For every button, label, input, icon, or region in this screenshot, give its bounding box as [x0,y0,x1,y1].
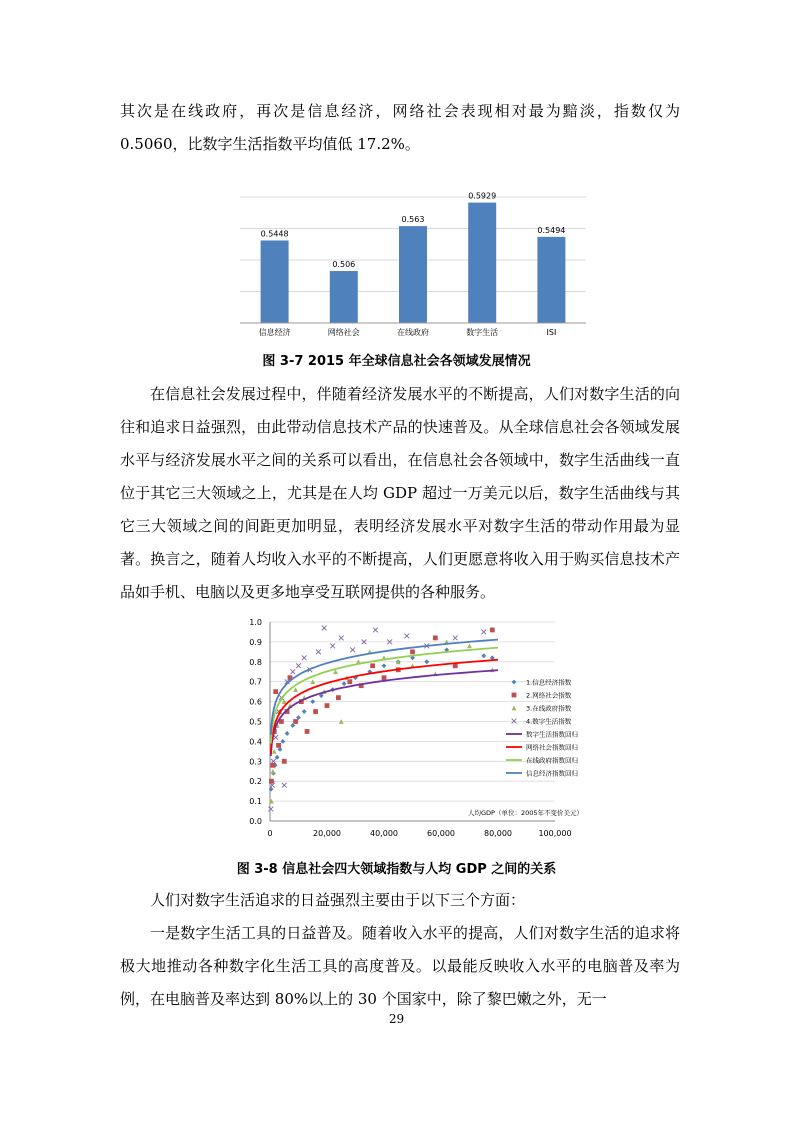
bar-value-label: 0.5929 [468,191,497,201]
legend-entry: 4.数字生活指数 [526,717,572,726]
scatter-point [285,731,290,736]
scatter-point [382,663,387,668]
scatter-x-tick-label: 80,000 [484,829,512,838]
bar-category-label: 信息经济 [258,328,291,337]
scatter-chart [238,612,588,847]
scatter-y-tick-label: 0.0 [249,817,262,826]
scatter-legend [506,678,578,778]
scatter-point [467,643,472,648]
scatter-point [325,703,330,708]
paragraph-reasons-lead: 人们对数字生活追求的日益强烈主要由于以下三个方面： [150,891,526,909]
regression-line [271,660,498,754]
scatter-y-tick-label: 0.9 [249,637,262,647]
bar [537,237,565,323]
scatter-point [302,709,307,714]
scatter-point [269,779,274,784]
scatter-point [269,787,274,792]
scatter-point [302,655,307,660]
figure-caption-3-7: 图 3-7 2015 年全球信息社会各领域发展情况 [262,354,531,369]
scatter-point [273,689,278,694]
scatter-point [270,769,275,774]
scatter-points [268,626,494,812]
bar-value-label: 0.5494 [537,225,566,235]
scatter-point [453,636,458,641]
paragraph-intro: 其次是在线政府，再次是信息经济，网络社会表现相对最为黯淡，指数仅为 0.5060，比数字生活指数平均值低 17.2%。 [120,102,680,153]
legend-entry: 数字生活指数回归 [526,730,578,739]
bar-value-label: 0.506 [332,260,356,270]
scatter-point [290,669,295,674]
scatter-point [313,709,318,714]
scatter-point [296,663,301,668]
scatter-x-tick-label: 60,000 [427,829,455,838]
scatter-x-tick-label: 40,000 [370,829,398,838]
scatter-point [410,649,415,654]
legend-entry: 信息经济指数回归 [526,769,578,778]
scatter-point [322,626,327,631]
scatter-point [512,706,517,711]
bar [261,240,289,323]
scatter-y-tick-label: 0.2 [249,777,262,787]
bar-chart [238,185,588,345]
bar-category-label: ISI [546,328,557,337]
scatter-point [316,649,321,654]
legend-entry: 2.网络社会指数 [526,691,572,700]
scatter-point [424,659,429,664]
scatter-y-tick-label: 0.7 [249,677,262,687]
scatter-y-tick-label: 0.1 [249,797,262,807]
bar [399,226,427,323]
scatter-point [305,729,310,734]
scatter-point [276,743,281,748]
scatter-point [490,628,495,633]
scatter-point [280,739,285,744]
scatter-point [382,675,387,680]
bar [468,203,496,323]
scatter-point [433,636,438,641]
bar-value-label: 0.563 [401,215,425,225]
legend-entry: 1.信息经济指数 [526,678,572,687]
scatter-point [370,663,375,668]
scatter-y-tick-label: 0.3 [249,757,262,767]
bar [330,271,358,323]
paragraph-reason-one: 一是数字生活工具的日益普及。随着收入水平的提高，人们对数字生活的追求将极大地推动各种数字化生活工具的高度普及。以最能反映收入水平的电脑普及率为例，在电脑普及率达到 80%以上的 30 个国家中，除了黎巴嫩之外，无一 [120,924,680,1008]
scatter-point [481,630,486,635]
scatter-point [282,783,287,788]
paragraph-analysis: 在信息社会发展过程中，伴随着经济发展水平的不断提高，人们对数字生活的向往和追求日益强烈，由此带动信息技术产品的快速普及。从全球信息社会各领域发展水平与经济发展水平之间的关系可以看出，在信息社会各领域中，数字生活曲线一直位于其它三大领域之上，尤其是在人均 GDP 超过一万美元以后，数字生活曲线与其它三大领域之间的间距更加明显，表明经济发展水平对数字生活的带动作用最为显著。换言之，随着人均收入水平的不断提高，人们更愿意将收入用于购买信息技术产品如手机、电脑以及更多地享受互联网提供的各种服务。 [120,385,680,601]
bar-category-label: 网络社会 [327,328,360,337]
scatter-point [268,807,273,812]
legend-entry: 3.在线政府指数 [526,704,572,713]
scatter-y-tick-label: 0.8 [249,657,262,667]
scatter-y-tick-label: 1.0 [249,618,262,627]
scatter-y-tick-label: 0.5 [249,717,262,727]
scatter-x-axis-label: 人均GDP（单位：2005年不变价美元） [467,809,583,817]
scatter-point [339,636,344,641]
legend-entry: 网络社会指数回归 [526,743,578,752]
scatter-y-tick-label: 0.4 [249,737,262,747]
bar-category-label: 在线政府 [397,328,429,337]
scatter-point [373,628,378,633]
scatter-point [404,634,409,639]
scatter-y-tick-labels [249,618,262,826]
scatter-point [512,719,517,724]
scatter-point [512,680,517,685]
scatter-point [293,687,298,692]
scatter-point [282,759,287,764]
regression-line [271,640,498,735]
bar-category-label: 数字生活 [466,328,499,337]
scatter-point [330,643,335,648]
page-number: 29 [388,1012,405,1026]
scatter-x-tick-label: 100,000 [538,829,572,838]
bar-chart-category-labels [259,327,557,337]
scatter-x-tick-labels [267,829,571,838]
scatter-point [336,695,341,700]
scatter-point [272,749,277,754]
scatter-point [481,653,486,658]
scatter-x-tick-label: 0 [267,829,273,838]
scatter-y-tick-label: 0.6 [249,697,262,707]
legend-entry: 在线政府指数回归 [526,756,578,765]
scatter-point [350,647,355,652]
figure-caption-3-8: 图 3-8 信息社会四大领域指数与人均 GDP 之间的关系 [236,862,557,877]
scatter-point [310,699,315,704]
scatter-point [293,719,298,724]
scatter-x-tick-label: 20,000 [313,829,341,838]
scatter-point [512,693,517,698]
bar-value-label: 0.5448 [260,229,289,239]
